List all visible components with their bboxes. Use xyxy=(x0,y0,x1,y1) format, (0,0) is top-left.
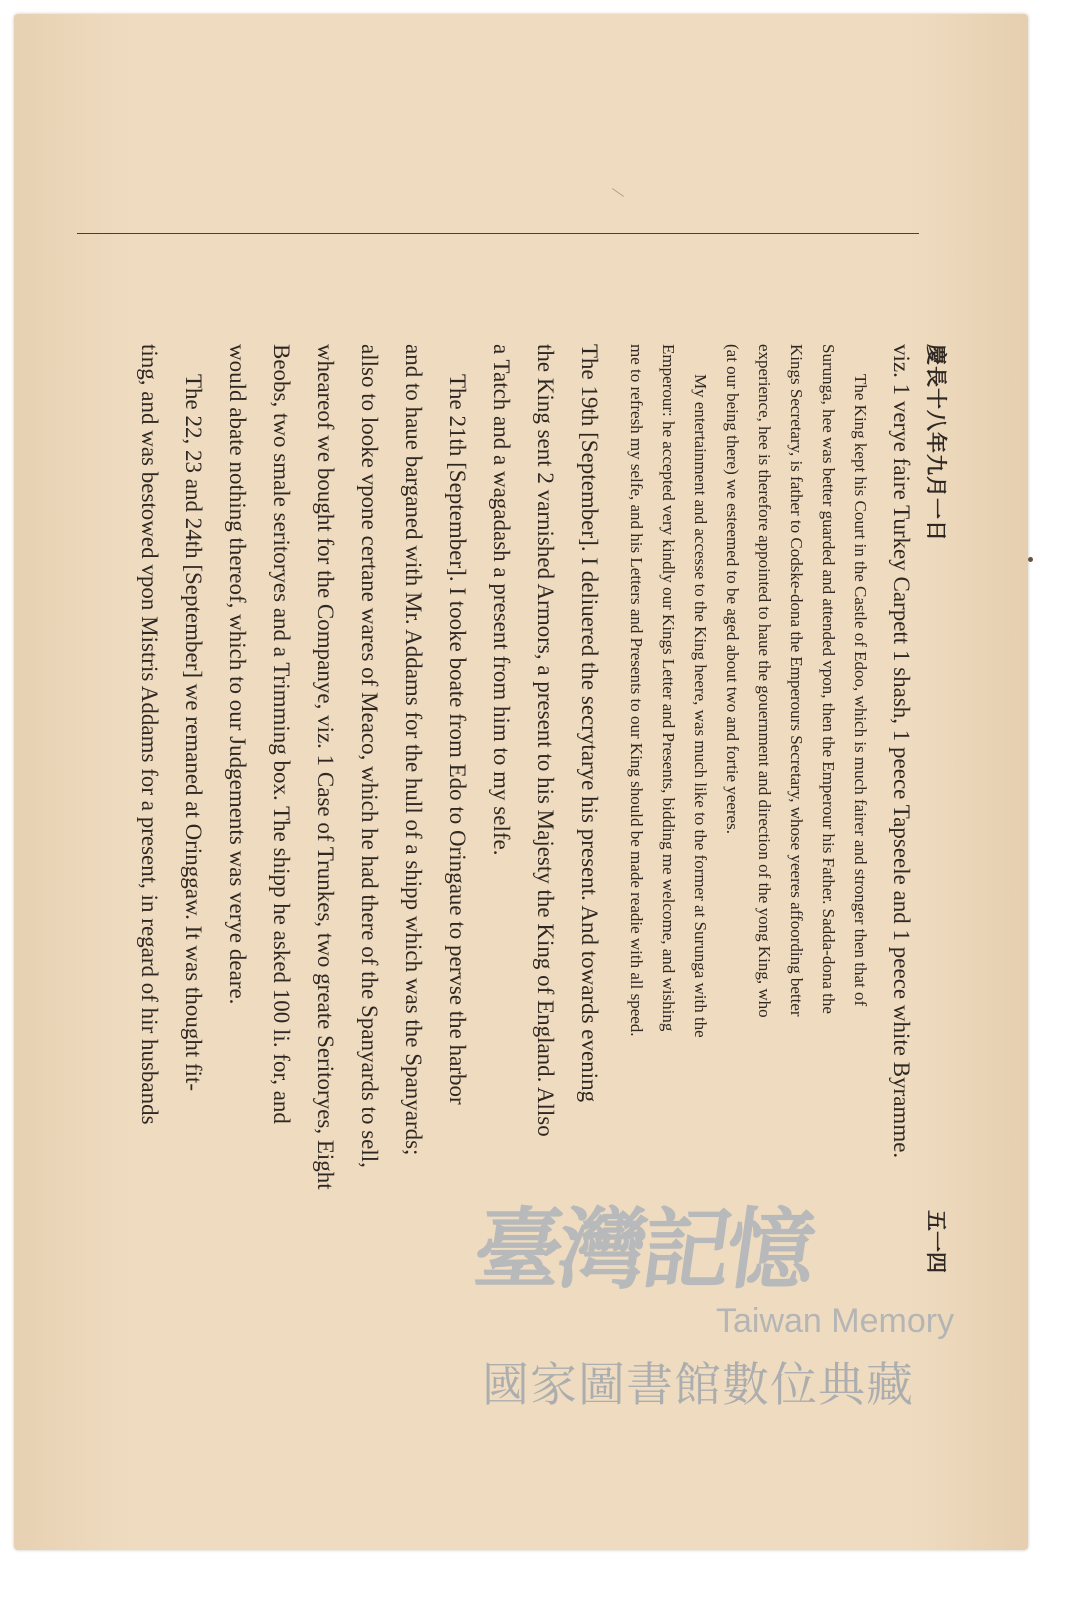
text-line: whearеof we bought for the Companye, viz. 1 Case of Trunkes, two greate Seritoryes, Eight xyxy=(313,344,338,1190)
text-line: Emperour: he accepted very kindly our Kings Letter and Presents, bidding me welcome, and wishing xyxy=(659,344,678,1032)
text-line: The 21th [September]. I tooke boate from Edo to Oringaue to pervse the harbor xyxy=(445,374,470,1105)
text-line: me to refresh my selfe, and his Letters and Presents to our King should be made readie with all speed. xyxy=(627,344,646,1037)
text-line: ting, and was bestowed vpon Mistris Addams for a present, in regard of hir husbands xyxy=(137,344,162,1125)
text-line: and to haue barganed with Mr. Addams for the hull of a shipp which was the Spanyards; xyxy=(401,344,426,1156)
watermark-english: Taiwan Memory xyxy=(716,1302,955,1340)
running-header-date: 慶長十八年九月一日 xyxy=(924,344,948,542)
text-line: Kings Secretary, is father to Codske-dona the Emperours Secretary, whose yeeres affoording better xyxy=(787,344,806,1017)
header-rule xyxy=(77,233,919,234)
page-number: 五一四 xyxy=(924,1210,948,1273)
text-line: viz. 1 verye faire Turkey Carpett 1 shash, 1 peece Tapseele and 1 peece white Byramme. xyxy=(889,344,914,1159)
text-line: The King kept his Court in the Castle of Edoo, which is much fairer and stronger then that of xyxy=(851,374,870,1007)
text-line: (at our being there) we esteemed to be aged about two and fortie yeeres. xyxy=(723,344,742,834)
text-line: The 19th [September]. I deliuered the secrytarye his present. And towards evening xyxy=(577,344,602,1103)
text-line: My entertainment and accesse to the King heere, was much like to the former at Surunga with the xyxy=(691,374,710,1038)
watermark-logo: 臺灣記憶 xyxy=(467,1197,819,1301)
watermark xyxy=(467,1180,976,1430)
paper-speck xyxy=(1028,557,1033,562)
text-line: Beobs, two smale seritoryes and a Trimming box. The shipp he asked 100 li. for, and xyxy=(269,344,294,1124)
text-line: Surunga, hee was better guarded and attended vpon, then the Emperour his Father. Sadda-dona the xyxy=(819,344,838,1014)
text-line: would abate nothing thereof, which to our Judgements was verye deare. xyxy=(225,344,250,1005)
text-line: allso to looke vpone certane wares of Meaco, which he had there of the Spanyards to sell, xyxy=(357,344,382,1168)
text-line: the King sent 2 varnished Armors, a present to his Majesty the King of England. Allso xyxy=(533,344,558,1137)
watermark-chinese: 國家圖書館數位典藏 xyxy=(482,1358,914,1413)
text-line: experience, hee is therefore appointed to haue the gouernment and direction of the yong King, who xyxy=(755,344,774,1018)
paper-speck xyxy=(612,188,624,197)
text-line: a Tatch and a wagadash a present from him to my selfe. xyxy=(489,344,514,856)
text-line: The 22, 23 and 24th [September] we remaned at Oringgaw. It was thought fit- xyxy=(181,374,206,1092)
